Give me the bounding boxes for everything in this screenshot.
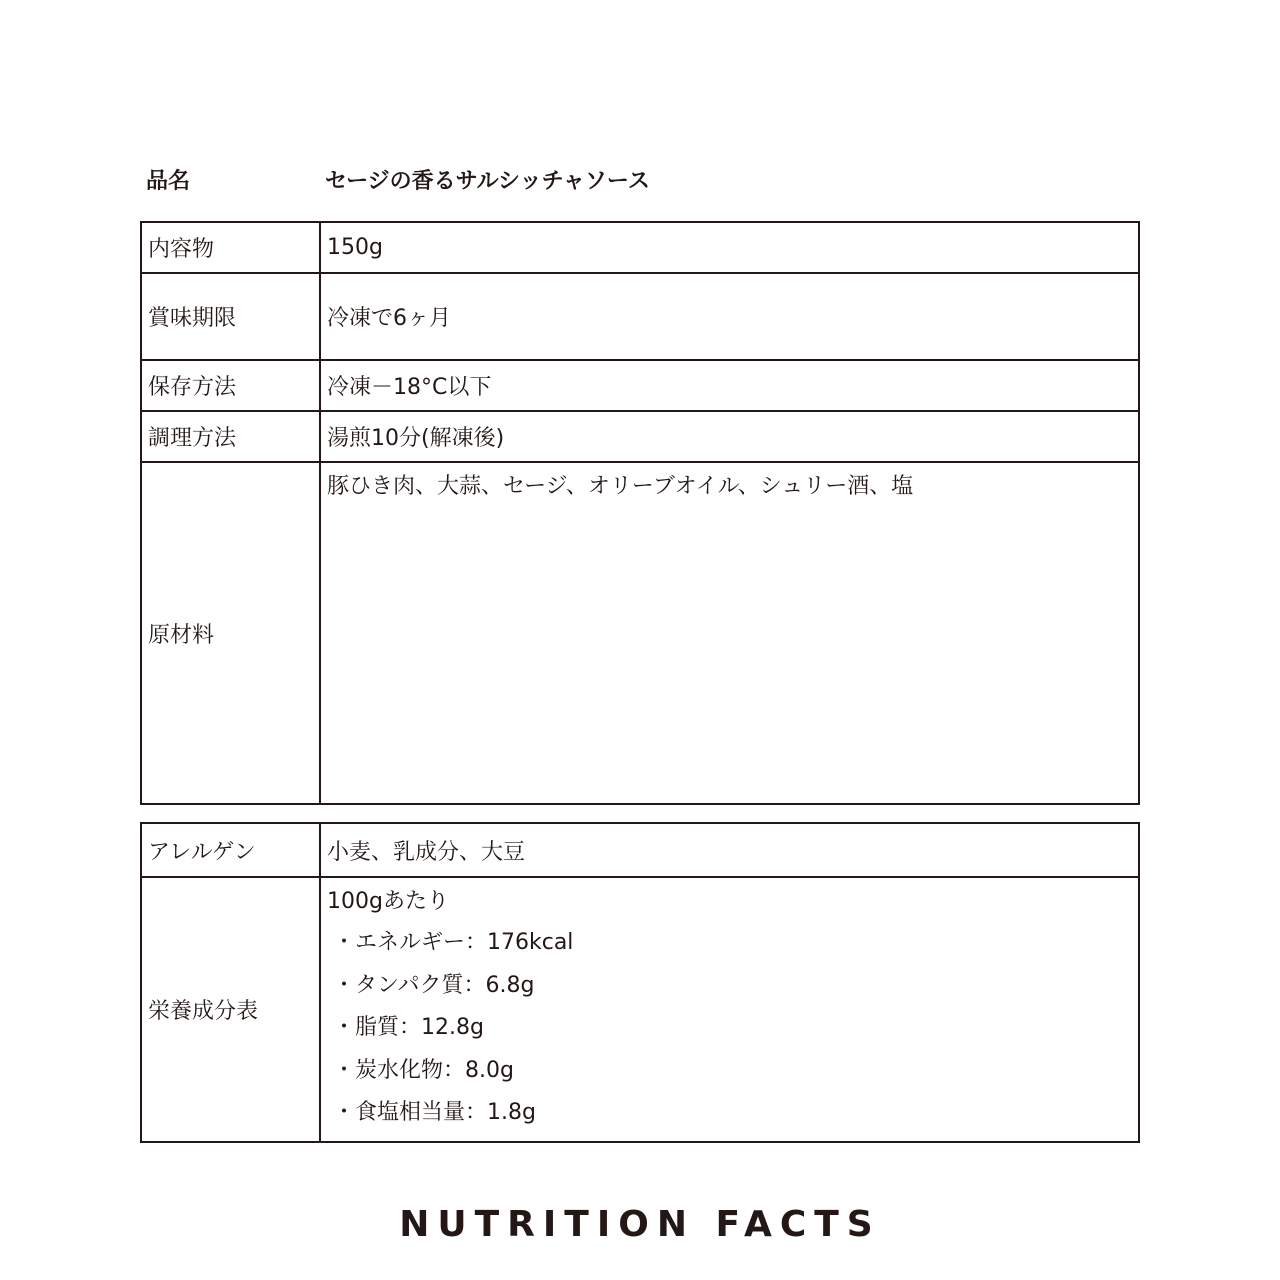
ingredients-value: 豚ひき肉、大蒜、セージ、オリーブオイル、シュリー酒、塩: [320, 462, 1139, 804]
storage-value: 冷凍－18°C以下: [320, 360, 1139, 411]
nutrition-item-protein: ・タンパク質：6.8g: [333, 972, 535, 998]
allergen-nutrition-table: [140, 822, 1140, 1143]
product-name-value: セージの香るサルシッチャソース: [325, 168, 650, 194]
product-name-label: 品名: [146, 168, 191, 194]
table-row-storage: [141, 360, 1139, 411]
content-label: 内容物: [141, 222, 320, 273]
table-row-nutrition: [141, 877, 1139, 1142]
storage-label: 保存方法: [141, 360, 320, 411]
table-row-content: [141, 222, 1139, 273]
nutrition-values: [320, 877, 1139, 1142]
expiry-label: 賞味期限: [141, 273, 320, 360]
expiry-value: 冷凍で6ヶ月: [320, 273, 1139, 360]
allergen-value: 小麦、乳成分、大豆: [320, 823, 1139, 877]
table-row-expiry: [141, 273, 1139, 360]
nutrition-item-carbohydrate: ・炭水化物：8.0g: [333, 1057, 514, 1083]
nutrition-label: 栄養成分表: [141, 877, 320, 1142]
cooking-label: 調理方法: [141, 411, 320, 462]
product-info-table: [140, 221, 1140, 805]
nutrition-basis: 100gあたり: [327, 889, 449, 914]
cooking-value: 湯煎10分(解凍後): [320, 411, 1139, 462]
table-row-ingredients: [141, 462, 1139, 804]
nutrition-item-salt: ・食塩相当量：1.8g: [333, 1100, 536, 1125]
table-row-allergen: [141, 823, 1139, 877]
nutrition-facts-title: NUTRITION FACTS: [399, 1204, 881, 1245]
nutrition-item-fat: ・脂質：12.8g: [333, 1015, 484, 1040]
product-name-row: [146, 162, 1146, 196]
allergen-label: アレルゲン: [141, 823, 320, 877]
ingredients-label: 原材料: [141, 462, 320, 804]
nutrition-item-energy: ・エネルギー：176kcal: [333, 930, 574, 955]
content-value: 150g: [320, 222, 1139, 273]
table-row-cooking: [141, 411, 1139, 462]
